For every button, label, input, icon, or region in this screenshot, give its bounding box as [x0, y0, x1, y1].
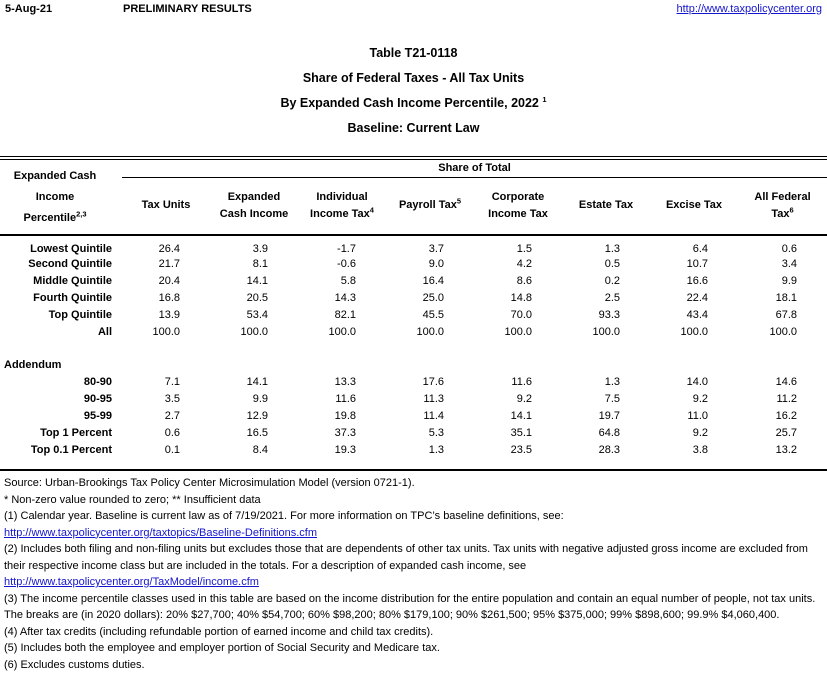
footnote-line [4, 574, 823, 591]
table-row [0, 323, 827, 340]
table-scope-title: By Expanded Cash Income Percentile, 2022 $^1$ [280, 94, 547, 110]
value-cell: 11.6 [511, 375, 532, 388]
value-cell: 9.0 [428, 257, 444, 270]
table-subject-title: Share of Federal Taxes - All Tax Units [302, 71, 525, 85]
value-cell: -1.7 [337, 243, 356, 255]
value-cell: 37.3 [334, 426, 356, 439]
value-cell: 100.0 [504, 325, 532, 338]
value-cell: 100.0 [769, 325, 798, 338]
value-cell: 17.6 [422, 375, 444, 388]
value-cell: 100.0 [328, 325, 356, 338]
bottom-pad-row [0, 458, 827, 470]
value-cell: 10.7 [686, 257, 708, 270]
value-cell: 14.1 [246, 375, 268, 388]
row-label: Top 0.1 Percent [30, 443, 112, 456]
value-cell: 1.3 [604, 375, 620, 388]
value-cell: 11.3 [423, 392, 444, 405]
addendum-label-row [0, 356, 827, 373]
value-cell: 19.3 [334, 443, 356, 456]
value-cell: 0.6 [164, 426, 180, 439]
footnote-link[interactable]: http://www.taxpolicycenter.org/TaxModel/income.cfm [4, 576, 259, 588]
site-url-link[interactable]: http://www.taxpolicycenter.org [676, 3, 822, 15]
value-cell: 14.1 [510, 409, 532, 422]
value-cell: 8.6 [516, 274, 532, 287]
table-row [0, 407, 827, 424]
value-cell: 82.1 [334, 308, 356, 321]
row-label: Lowest Quintile [30, 243, 112, 255]
bottom-pad-row-cell [0, 458, 827, 470]
title-block [0, 41, 827, 141]
footnote-line: (1) Calendar year. Baseline is current law as of 7/19/2021. For more information on TPC’s baseline definitions, see: [4, 510, 564, 522]
row-label: 80-90 [83, 375, 112, 388]
table-row [0, 289, 827, 306]
footnote-line: (5) Includes both the employee and employer portion of Social Security and Medicare tax. [4, 642, 440, 654]
addendum-label-row-cell: Addendum [4, 358, 62, 371]
value-cell: 21.7 [158, 257, 180, 270]
share-of-federal-taxes-table [0, 156, 827, 471]
value-cell: 100.0 [592, 325, 620, 338]
value-cell: 13.3 [334, 375, 356, 388]
report-date: 5-Aug-21 [5, 3, 53, 15]
footnotes [0, 475, 827, 679]
spacer-row-cell [0, 340, 827, 356]
value-cell: 0.5 [604, 257, 620, 270]
footnote-line: (3) The income percentile classes used in this table are based on the income distribution for the entire population and contain an equal number of people, not tax units. The breaks are (in 2020 dollars): 20% $27,700; 40% $54,700; 60% $98,200; 80% $179,100; 90% $261,500; 95% $375,000; 99% $898,600; 99.9% $4,060,400. [4, 592, 816, 621]
value-cell: 1.3 [604, 243, 620, 255]
value-cell: 0.6 [781, 243, 798, 255]
value-cell: 25.0 [422, 291, 444, 304]
value-cell: 14.0 [686, 375, 708, 388]
value-cell: 28.3 [598, 443, 620, 456]
value-cell: 12.9 [246, 409, 268, 422]
footnote-line: Source: Urban-Brookings Tax Policy Center Microsimulation Model (version 0721-1). [4, 477, 415, 489]
value-cell: 100.0 [416, 325, 444, 338]
value-cell: 67.8 [775, 308, 798, 321]
column-header-row [0, 177, 827, 235]
value-cell: 8.4 [252, 443, 268, 456]
row-label: Fourth Quintile [33, 291, 112, 304]
value-cell: 7.5 [604, 392, 620, 405]
value-cell: 16.4 [422, 274, 444, 287]
table-row [0, 424, 827, 441]
column-header-tax-units: Tax Units [122, 177, 210, 235]
row-label: Second Quintile [28, 257, 112, 270]
value-cell: 20.4 [158, 274, 180, 287]
value-cell: -0.6 [337, 257, 356, 270]
value-cell: 3.8 [692, 443, 708, 456]
value-cell: 8.1 [252, 257, 268, 270]
value-cell: 9.2 [692, 426, 708, 439]
value-cell: 64.8 [598, 426, 620, 439]
footnote-line [4, 525, 823, 542]
value-cell: 5.3 [428, 426, 444, 439]
table-row [0, 373, 827, 390]
value-cell: 19.7 [598, 409, 620, 422]
value-cell: 26.4 [158, 243, 180, 255]
footnote-line: * Non-zero value rounded to zero; ** Insufficient data [4, 493, 261, 506]
row-label: Top Quintile [48, 308, 112, 321]
row-label: 90-95 [83, 392, 112, 405]
footnote-link[interactable]: http://www.taxpolicycenter.org/taxtopics/Baseline-Definitions.cfm [4, 526, 318, 539]
value-cell: 16.5 [246, 426, 268, 439]
value-cell: 4.2 [516, 257, 532, 270]
value-cell: 14.3 [334, 291, 356, 304]
preliminary-results-label: PRELIMINARY RESULTS [123, 3, 252, 15]
value-cell: 3.4 [781, 257, 798, 270]
value-cell: 3.7 [428, 243, 444, 255]
value-cell: 3.9 [252, 243, 268, 255]
value-cell: 9.9 [781, 274, 798, 287]
value-cell: 100.0 [680, 325, 708, 338]
table-number-title: Table T21-0118 [369, 46, 458, 60]
value-cell: 13.2 [775, 443, 798, 456]
value-cell: 3.5 [164, 392, 180, 405]
value-cell: 9.2 [692, 392, 708, 405]
value-cell: 5.8 [340, 274, 356, 287]
footnote-line: (2) Includes both filing and non-filing units but excludes those that are dependents of other tax units. Tax units with negative adjusted gross income are excluded from their respective income class but are included in the totals. For a description of expanded cash income, see [4, 543, 808, 572]
table-row [0, 441, 827, 458]
spacer-row [0, 340, 827, 356]
row-label: 95-99 [83, 409, 112, 422]
footnote-line: (4) After tax credits (including refundable portion of earned income and child tax credits). [4, 625, 434, 638]
value-cell: 53.4 [246, 308, 268, 321]
value-cell: 70.0 [510, 308, 532, 321]
value-cell: 100.0 [240, 325, 268, 338]
value-cell: 100.0 [152, 325, 180, 338]
value-cell: 16.6 [686, 274, 708, 287]
value-cell: 20.5 [246, 291, 268, 304]
value-cell: 7.1 [164, 375, 180, 388]
value-cell: 13.9 [158, 308, 180, 321]
value-cell: 6.4 [692, 243, 708, 255]
value-cell: 2.7 [164, 409, 180, 422]
value-cell: 11.4 [423, 409, 444, 422]
value-cell: 25.7 [775, 426, 798, 439]
value-cell: 23.5 [510, 443, 532, 456]
value-cell: 2.5 [604, 291, 620, 304]
value-cell: 18.1 [775, 291, 798, 304]
column-header-all-federal-tax: All Federal Tax$^6$ [738, 177, 827, 235]
value-cell: 1.3 [428, 443, 444, 456]
value-cell: 1.5 [516, 243, 532, 255]
footnote-line: (6) Excludes customs duties. [4, 658, 145, 671]
value-cell: 43.4 [686, 308, 708, 321]
column-header-expanded-cash-income: Expanded Cash Income [210, 177, 298, 235]
value-cell: 45.5 [422, 308, 444, 321]
share-of-total-header: Share of Total [122, 158, 827, 177]
value-cell: 9.9 [252, 392, 268, 405]
value-cell: 22.4 [686, 291, 708, 304]
table-row [0, 235, 827, 255]
table-row [0, 390, 827, 407]
value-cell: 35.1 [510, 426, 532, 439]
value-cell: 14.8 [510, 291, 532, 304]
top-bar [0, 0, 827, 18]
value-cell: 9.2 [516, 392, 532, 405]
baseline-title: Baseline: Current Law [347, 121, 480, 135]
row-header-expanded-cash-income-percentile: Expanded Cash Income Percentile$^{2,3}$ [0, 158, 122, 235]
row-label: All [97, 325, 112, 338]
column-header-corporate-income-tax: Corporate Income Tax [474, 177, 562, 235]
value-cell: 14.6 [775, 375, 798, 388]
column-header-individual-income-tax: Individual Income Tax$^4$ [298, 177, 386, 235]
value-cell: 11.0 [687, 409, 708, 422]
row-label: Top 1 Percent [40, 426, 112, 439]
value-cell: 16.2 [775, 409, 798, 422]
column-header-excise-tax: Excise Tax [650, 177, 738, 235]
value-cell: 11.2 [776, 392, 798, 405]
value-cell: 0.1 [164, 443, 180, 456]
column-header-estate-tax: Estate Tax [562, 177, 650, 235]
column-header-payroll-tax: Payroll Tax$^5$ [386, 177, 474, 235]
table-row [0, 272, 827, 289]
value-cell: 93.3 [598, 308, 620, 321]
value-cell: 0.2 [604, 274, 620, 287]
row-label: Middle Quintile [33, 274, 112, 287]
value-cell: 19.8 [334, 409, 356, 422]
value-cell: 14.1 [246, 274, 268, 287]
value-cell: 16.8 [158, 291, 180, 304]
value-cell: 11.6 [335, 392, 356, 405]
table-row [0, 306, 827, 323]
table-row [0, 255, 827, 272]
